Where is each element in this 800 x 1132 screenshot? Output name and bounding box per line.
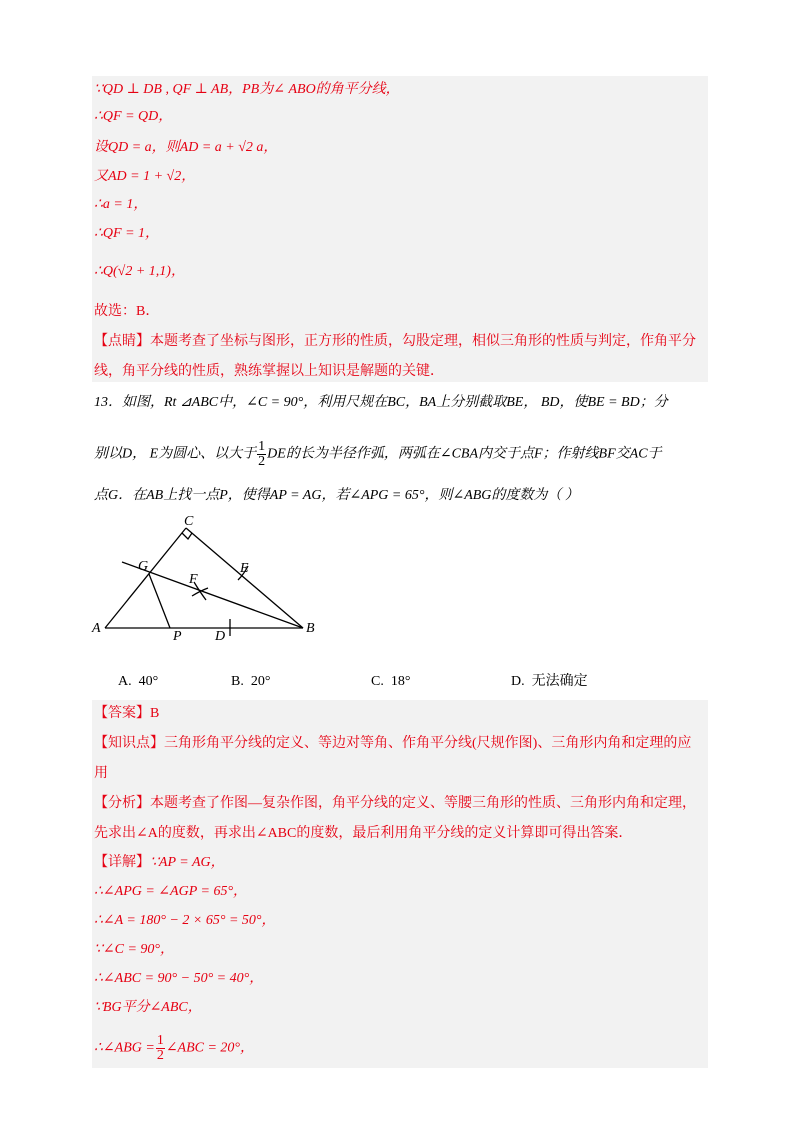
option-b-value: 20° [250, 674, 271, 689]
detail-text-1: ∵AP = AG， [150, 855, 225, 870]
fraction-numerator: 1 [258, 439, 266, 454]
option-c [371, 672, 410, 692]
detail-fraction-numerator: 1 [156, 1033, 164, 1048]
label-b: B [306, 621, 315, 636]
option-b [231, 672, 270, 692]
right-angle-mark [182, 533, 192, 539]
option-d-value: 无法确定 [531, 674, 588, 689]
question-line-1: 13．如图，Rt ⊿ABC中，∠C = 90°，利用尺规在BC，BA上分别截取BE， BD，使BE = BD；分 [94, 395, 668, 410]
option-a-letter: A. [118, 674, 132, 689]
detail-line-6: ∵BG平分∠ABC， [94, 1000, 202, 1015]
label-e: E [240, 561, 249, 576]
label-d: D [215, 629, 226, 644]
answer-label: 【答案】 [94, 706, 150, 721]
segment-cb [186, 528, 303, 628]
option-c-value: 18° [390, 674, 411, 689]
prev-solution-line-4: 又AD = 1 + √2， [94, 169, 196, 184]
detail-label: 【详解】 [94, 855, 150, 870]
question-line-3: 点G．在AB上找一点P，使得AP = AG，若∠APG = 65°，则∠ABG的度数为（ ） [94, 488, 579, 503]
knowledge-line-1 [94, 734, 691, 754]
label-a: A [92, 621, 101, 636]
prev-solution-line-5: ∴a = 1， [94, 197, 148, 212]
detail-line-4: ∵∠C = 90°， [94, 942, 175, 957]
prev-solution-line-1: ∵QD ⊥ DB , QF ⊥ AB，PB为∠ ABO的角平分线， [94, 82, 400, 97]
analysis-text-1: 本题考查了作图—复杂作图，角平分线的定义、等腰三角形的性质、三角形内角和定理， [150, 796, 696, 811]
option-d-letter: D. [511, 674, 525, 689]
comment-line-2: 线，角平分线的性质，熟练掌握以上知识是解题的关键． [94, 364, 444, 379]
question-line-2-post: DE的长为半径作弧，两弧在∠CBA内交于点F；作射线BF交AC于 [267, 446, 662, 462]
analysis-line-2: 先求出∠A的度数，再求出∠ABC的度数，最后利用角平分线的定义计算即可得出答案． [94, 826, 633, 841]
knowledge-text-1: 三角形角平分线的定义、等边对等角、作角平分线(尺规作图)、三角形内角和定理的应 [164, 736, 692, 751]
comment-text-1: 本题考查了坐标与图形，正方形的性质，勾股定理，相似三角形的性质与判定，作角平分 [150, 334, 696, 349]
prev-solution-line-6: ∴QF = 1， [94, 226, 160, 241]
prev-solution-line-2: ∴QF = QD， [94, 109, 173, 124]
option-a-value: 40° [138, 674, 159, 689]
knowledge-line-2: 用 [94, 766, 108, 781]
label-g: G [138, 559, 149, 574]
analysis-line-1 [94, 794, 696, 814]
comment-line-1 [94, 332, 696, 352]
option-b-letter: B. [231, 674, 244, 689]
prev-solution-line-7: ∴Q(√2 + 1,1)， [94, 264, 185, 279]
answer-line [94, 704, 159, 724]
detail-line-1 [94, 853, 225, 873]
detail-fraction-denominator: 2 [156, 1048, 164, 1063]
detail-line-3: ∴∠A = 180° − 2 × 65° = 50°， [94, 913, 276, 928]
detail-last-post: ∠ABC = 20°， [165, 1040, 255, 1056]
detail-line-5: ∴∠ABC = 90° − 50° = 40°， [94, 971, 264, 986]
segment-ac [105, 528, 186, 628]
option-c-letter: C. [371, 674, 384, 689]
option-d [511, 672, 588, 692]
prev-solution-line-3: 设QD = a，则AD = a + √2 a， [94, 140, 278, 155]
label-p: P [173, 629, 182, 644]
triangle-figure [90, 508, 330, 648]
comment-label: 【点睛】 [94, 334, 150, 349]
question-line-2 [94, 440, 662, 469]
prev-solution-choice: 故选：B． [94, 304, 160, 319]
answer-value: B [150, 706, 160, 721]
detail-line-2: ∴∠APG = ∠AGP = 65°， [94, 884, 248, 899]
segment-gp [149, 574, 170, 628]
option-a [118, 672, 158, 692]
label-f: F [189, 572, 198, 587]
analysis-label: 【分析】 [94, 796, 150, 811]
detail-line-7 [94, 1034, 254, 1063]
detail-fraction-one-half [156, 1034, 165, 1063]
fraction-one-half [257, 440, 266, 469]
ray-bf [122, 562, 303, 628]
question-line-2-pre: 别以D， E为圆心、以大于 [94, 446, 257, 462]
detail-last-pre: ∴∠ABG = [94, 1040, 155, 1056]
fraction-denominator: 2 [258, 454, 266, 469]
knowledge-label: 【知识点】 [94, 736, 164, 751]
label-c: C [184, 514, 194, 529]
